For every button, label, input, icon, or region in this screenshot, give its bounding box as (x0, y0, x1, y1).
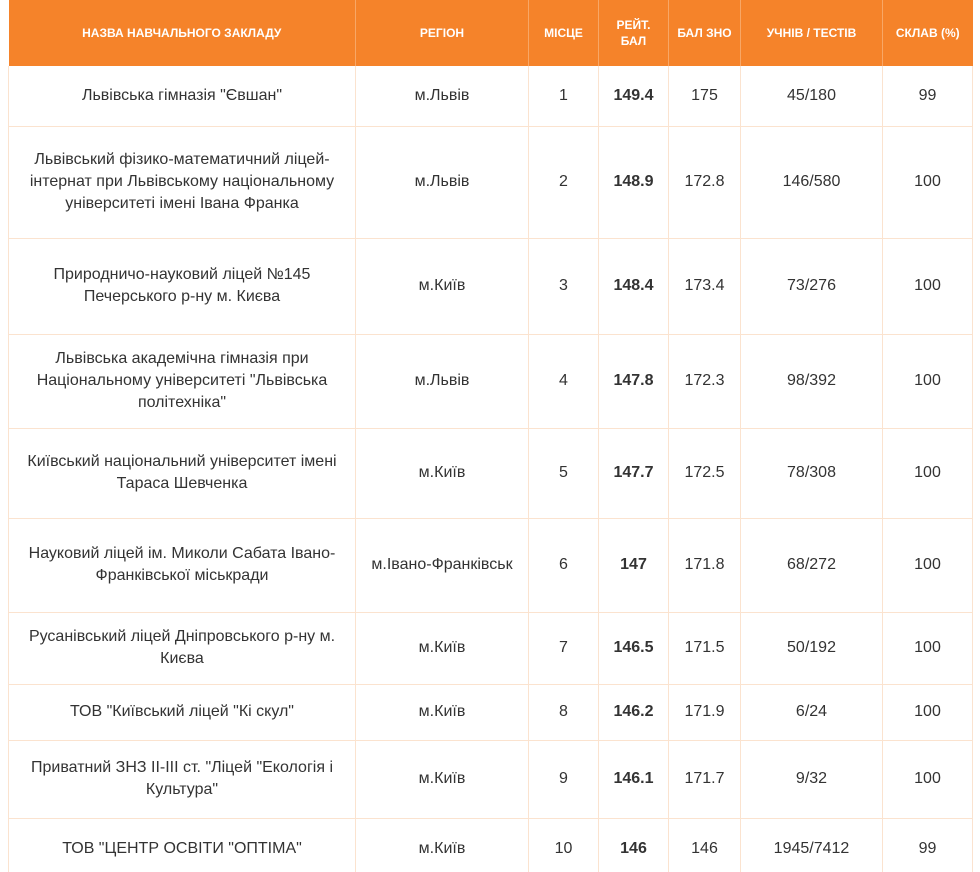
cell-share: 100 (883, 684, 973, 740)
cell-place: 9 (529, 740, 599, 818)
cell-rating: 146.5 (599, 612, 669, 684)
table-row (9, 126, 973, 238)
cell-share: 100 (883, 518, 973, 612)
table-row (9, 818, 973, 872)
header-share: СКЛАВ (%) (883, 0, 973, 66)
cell-zno: 171.8 (669, 518, 741, 612)
cell-zno: 146 (669, 818, 741, 872)
cell-region: м.Київ (356, 818, 529, 872)
header-place: МІСЦЕ (529, 0, 599, 66)
cell-name: Львівська академічна гімназія при Національному університеті "Львівська політехніка" (9, 334, 356, 428)
cell-share: 100 (883, 428, 973, 518)
cell-students: 45/180 (741, 66, 883, 126)
cell-place: 7 (529, 612, 599, 684)
cell-zno: 175 (669, 66, 741, 126)
cell-name: Приватний ЗНЗ ІІ-ІІІ ст. "Ліцей "Екологія і Культура" (9, 740, 356, 818)
cell-share: 100 (883, 334, 973, 428)
cell-students: 98/392 (741, 334, 883, 428)
cell-region: м.Львів (356, 334, 529, 428)
cell-place: 4 (529, 334, 599, 428)
cell-zno: 172.5 (669, 428, 741, 518)
cell-zno: 171.5 (669, 612, 741, 684)
header-region: РЕГІОН (356, 0, 529, 66)
cell-name: ТОВ "Київський ліцей "Кі скул" (9, 684, 356, 740)
table-row (9, 740, 973, 818)
cell-place: 6 (529, 518, 599, 612)
header-row (9, 0, 973, 66)
cell-share: 99 (883, 66, 973, 126)
header-zno: БАЛ ЗНО (669, 0, 741, 66)
cell-region: м.Львів (356, 126, 529, 238)
header-name: НАЗВА НАВЧАЛЬНОГО ЗАКЛАДУ (9, 0, 356, 66)
table-row (9, 612, 973, 684)
cell-name: ТОВ "ЦЕНТР ОСВІТИ "ОПТІМА" (9, 818, 356, 872)
cell-students: 1945/7412 (741, 818, 883, 872)
cell-place: 2 (529, 126, 599, 238)
cell-region: м.Івано-Франківськ (356, 518, 529, 612)
table-row (9, 334, 973, 428)
cell-region: м.Львів (356, 66, 529, 126)
cell-name: Київський національний університет імені Тараса Шевченка (9, 428, 356, 518)
table-row (9, 518, 973, 612)
cell-name: Львівський фізико-математичний ліцей-інтернат при Львівському національному університеті імені Івана Франка (9, 126, 356, 238)
cell-place: 1 (529, 66, 599, 126)
cell-students: 73/276 (741, 238, 883, 334)
cell-zno: 172.8 (669, 126, 741, 238)
cell-share: 100 (883, 612, 973, 684)
cell-name: Природничо-науковий ліцей №145 Печерського р-ну м. Києва (9, 238, 356, 334)
table-row (9, 238, 973, 334)
cell-rating: 146 (599, 818, 669, 872)
cell-share: 99 (883, 818, 973, 872)
cell-rating: 147.7 (599, 428, 669, 518)
cell-place: 8 (529, 684, 599, 740)
header-rating: РЕЙТ. БАЛ (599, 0, 669, 66)
cell-share: 100 (883, 126, 973, 238)
cell-name: Русанівський ліцей Дніпровського р-ну м. Києва (9, 612, 356, 684)
cell-rating: 147.8 (599, 334, 669, 428)
table-row (9, 66, 973, 126)
cell-students: 6/24 (741, 684, 883, 740)
cell-rating: 146.1 (599, 740, 669, 818)
cell-region: м.Київ (356, 238, 529, 334)
header-students: УЧНІВ / ТЕСТІВ (741, 0, 883, 66)
cell-place: 3 (529, 238, 599, 334)
cell-place: 5 (529, 428, 599, 518)
cell-place: 10 (529, 818, 599, 872)
cell-rating: 147 (599, 518, 669, 612)
cell-rating: 146.2 (599, 684, 669, 740)
cell-zno: 173.4 (669, 238, 741, 334)
cell-region: м.Київ (356, 684, 529, 740)
cell-share: 100 (883, 740, 973, 818)
cell-name: Науковий ліцей ім. Миколи Сабата Івано-Франківської міськради (9, 518, 356, 612)
cell-students: 9/32 (741, 740, 883, 818)
cell-rating: 148.9 (599, 126, 669, 238)
table-row (9, 684, 973, 740)
cell-rating: 149.4 (599, 66, 669, 126)
cell-students: 146/580 (741, 126, 883, 238)
table-row (9, 428, 973, 518)
cell-students: 50/192 (741, 612, 883, 684)
school-rating-table (8, 0, 973, 872)
cell-region: м.Київ (356, 612, 529, 684)
cell-name: Львівська гімназія "Євшан" (9, 66, 356, 126)
cell-students: 68/272 (741, 518, 883, 612)
cell-zno: 172.3 (669, 334, 741, 428)
cell-zno: 171.7 (669, 740, 741, 818)
cell-region: м.Київ (356, 428, 529, 518)
cell-zno: 171.9 (669, 684, 741, 740)
cell-rating: 148.4 (599, 238, 669, 334)
cell-students: 78/308 (741, 428, 883, 518)
cell-region: м.Київ (356, 740, 529, 818)
cell-share: 100 (883, 238, 973, 334)
